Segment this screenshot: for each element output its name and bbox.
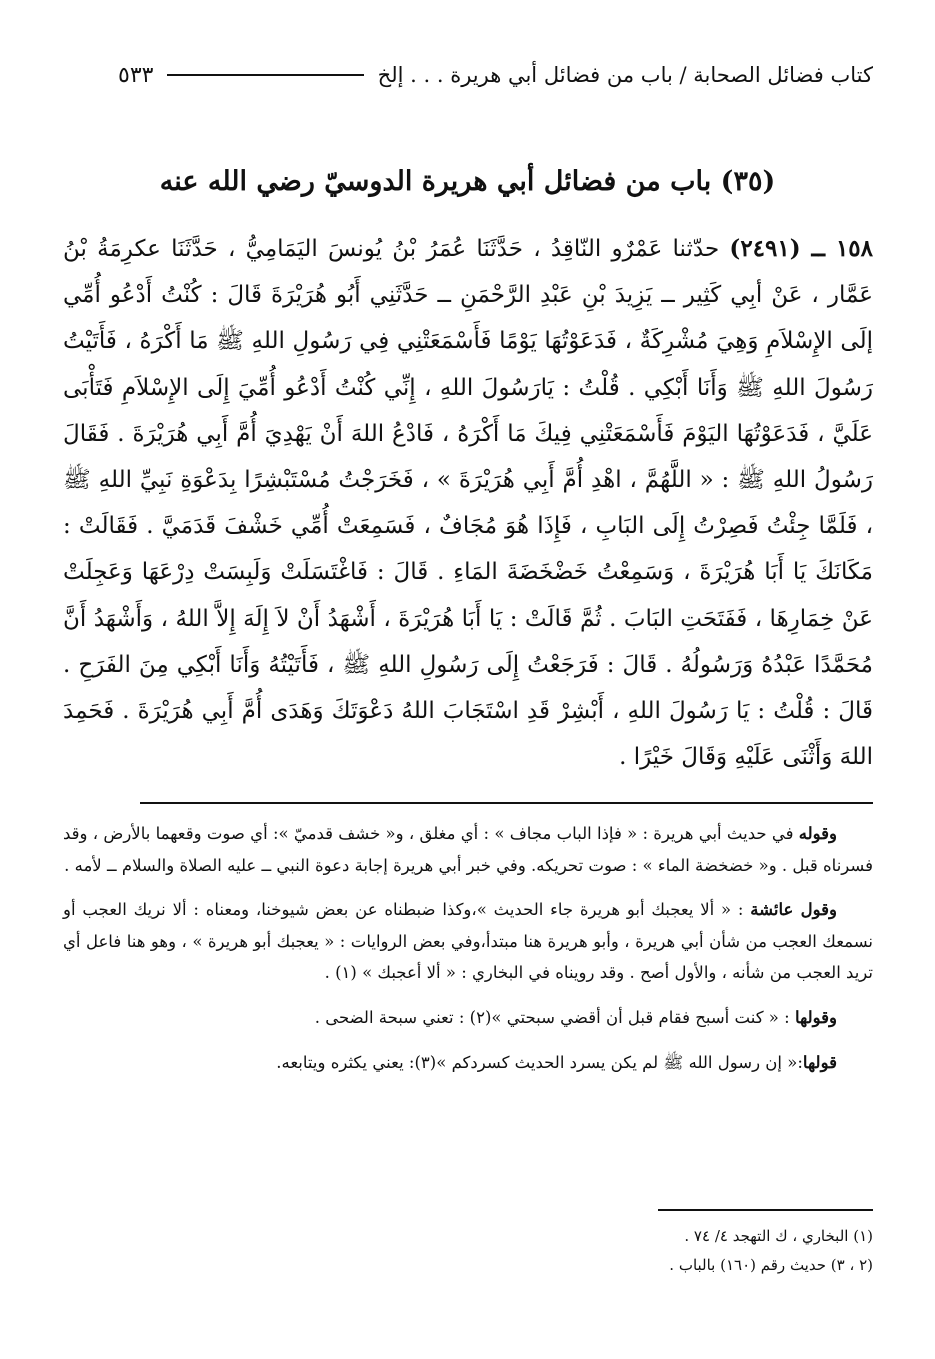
commentary-paragraph: [63, 1002, 873, 1034]
commentary-lead: وقول عائشة: [750, 900, 837, 920]
commentary-lead: وقوله: [798, 824, 837, 843]
running-head-rule: [167, 74, 363, 76]
running-head: [118, 58, 873, 92]
commentary-lead: وقولها: [794, 1007, 837, 1027]
footnote: (٢ ، ٣) حديث رقم (١٦٠) بالباب .: [669, 1256, 873, 1274]
commentary-paragraph: [63, 1047, 873, 1079]
commentary-lead: قولها: [802, 1052, 837, 1072]
commentary-text: : « ألا يعجبك أبو هريرة جاء الحديث »،وكذا ضبطناه عن بعض شيوخنا، ومعناه : ألا نريك العجب أو نسمعك العجب من شأن أبي هريرة ، وأبو هريرة هنا مبتدأ،وفي بعض الروايات : « يعجبك أبو هريرة » ، وهو هنا فاعل أي تريد العجب من شأنه ، والأول أصح . وقد رويناه في البخاري : « ألا أعجبك » (١) .: [63, 900, 874, 983]
page-number: ٥٣٣: [118, 62, 154, 88]
hadith-text-block: [63, 226, 873, 780]
hadith-body: حدّثنا عَمْرٌو النّاقِدُ ، حَدَّثَنَا عُمَرُ بْنُ يُونسَ اليَمَامِيُّ ، حَدَّثَنَا عكرِمَةُ بْنُ عَمَّار ، عَنْ أبِي كَثِير ــ يَزِيدَ بْنِ عَبْدِ الرَّحْمَنِ ــ حَدَّثَنِي أَبُو هُرَيْرَةَ قَالَ : كُنْتُ أَدْعُو أُمِّي إلَى الإِسْلاَمِ وَهِيَ مُشْرِكَةٌ ، فَدَعَوْتُهَا يَوْمًا فَأَسْمَعَتْنِي فِي رَسُولِ اللهِ ﷺ مَا أَكْرَهُ ، فَأَتَيْتُ رَسُولَ اللهِ ﷺ وَأَنَا أَبْكِي . قُلْتُ : يَارَسُولَ اللهِ ، إِنِّي كُنْتُ أَدْعُو أُمِّيَ إِلَى الإِسْلاَمِ فَتَأْبَى عَلَيَّ ، فَدَعَوْتُهَا اليَوْمَ فَأَسْمَعَتْنِي فِيكَ مَا أَكْرَهُ ، فَادْعُ اللهَ أَنْ يَهْدِيَ أُمَّ أَبِي هُرَيْرَةَ . فَقَالَ رَسُولُ اللهِ ﷺ : « اللَّهُمَّ ، اهْدِ أُمَّ أَبِي هُرَيْرَةَ » ، فَخَرَجْتُ مُسْتَبْشِرًا بِدَعْوَةِ نَبِيِّ اللهِ ﷺ ، فَلَمَّا جِئْتُ فَصِرْتُ إِلَى البَابِ ، فَإِذَا هُوَ مُجَافٌ ، فَسَمِعَتْ أُمِّي خَشْفَ قَدَمَيَّ . فَقَالَتْ : مَكَانَكَ يَا أَبَا هُرَيْرَةَ ، وَسَمِعْتُ خَضْخَضَةَ المَاءِ . قَالَ : فَاغْتَسَلَتْ وَلَبِسَتْ دِرْعَهَا وَعَجِلَتْ عَنْ خِمَارِهَا ، فَفَتَحَتِ البَابَ . ثُمَّ قَالَتْ : يَا أَبَا هُرَيْرَةَ ، أَشْهَدُ أَنْ لاَ إِلَهَ إِلاَّ اللهُ ، وَأَشْهَدُ أَنَّ مُحَمَّدًا عَبْدُهُ وَرَسُولُهُ . قَالَ : فَرَجَعْتُ إِلَى رَسُولِ اللهِ ﷺ ، فَأَتَيْتُهُ وَأَنَا أَبْكِي مِنَ الفَرَحِ . قَالَ : قُلْتُ : يَا رَسُولَ اللهِ ، أَبْشِرْ قَدِ اسْتَجَابَ اللهُ دَعْوَتَكَ وَهَدَى أُمَّ أَبِي هُرَيْرَةَ . فَحَمِدَ اللهَ وَأَثْنَى عَلَيْهِ وَقَالَ خَيْرًا .: [63, 236, 873, 771]
footnotes: [63, 1222, 873, 1280]
commentary-text: : « كنت أسبح فقام قبل أن أقضي سبحتي »(٢) : تعني سبحة الضحى .: [314, 1007, 795, 1027]
commentary-section: [63, 818, 873, 1078]
footnote-separator-rule: [658, 1209, 873, 1211]
hadith-number: ١٥٨ ــ (٢٤٩١): [729, 235, 874, 262]
commentary-paragraph: [63, 818, 873, 881]
commentary-text: في حديث أبي هريرة : « فإذا الباب مجاف » : أي مغلق ، و« خشف قدميّ »: أي صوت وقعهما بالأرض ، وقد فسرناه قبل . و« خضخضة الماء » : صوت تحريكه. وفي خبر أبي هريرة إجابة دعوة النبي ــ عليه الصلاة والسلام ــ لأمه .: [63, 824, 873, 875]
chapter-title: (٣٥) باب من فضائل أبي هريرة الدوسيّ رضي الله عنه: [159, 166, 776, 197]
commentary-text: :« إن رسول الله ﷺ لم يكن يسرد الحديث كسردكم »(٣): يعني يكثره ويتابعه.: [276, 1052, 803, 1072]
footnote: (١) البخاري ، ك التهجد ٤/ ٧٤ .: [684, 1227, 873, 1245]
running-head-title: كتاب فضائل الصحابة / باب من فضائل أبي هريرة . . . إلخ: [377, 63, 873, 87]
commentary-separator-rule: [140, 802, 873, 804]
commentary-paragraph: [63, 894, 873, 989]
